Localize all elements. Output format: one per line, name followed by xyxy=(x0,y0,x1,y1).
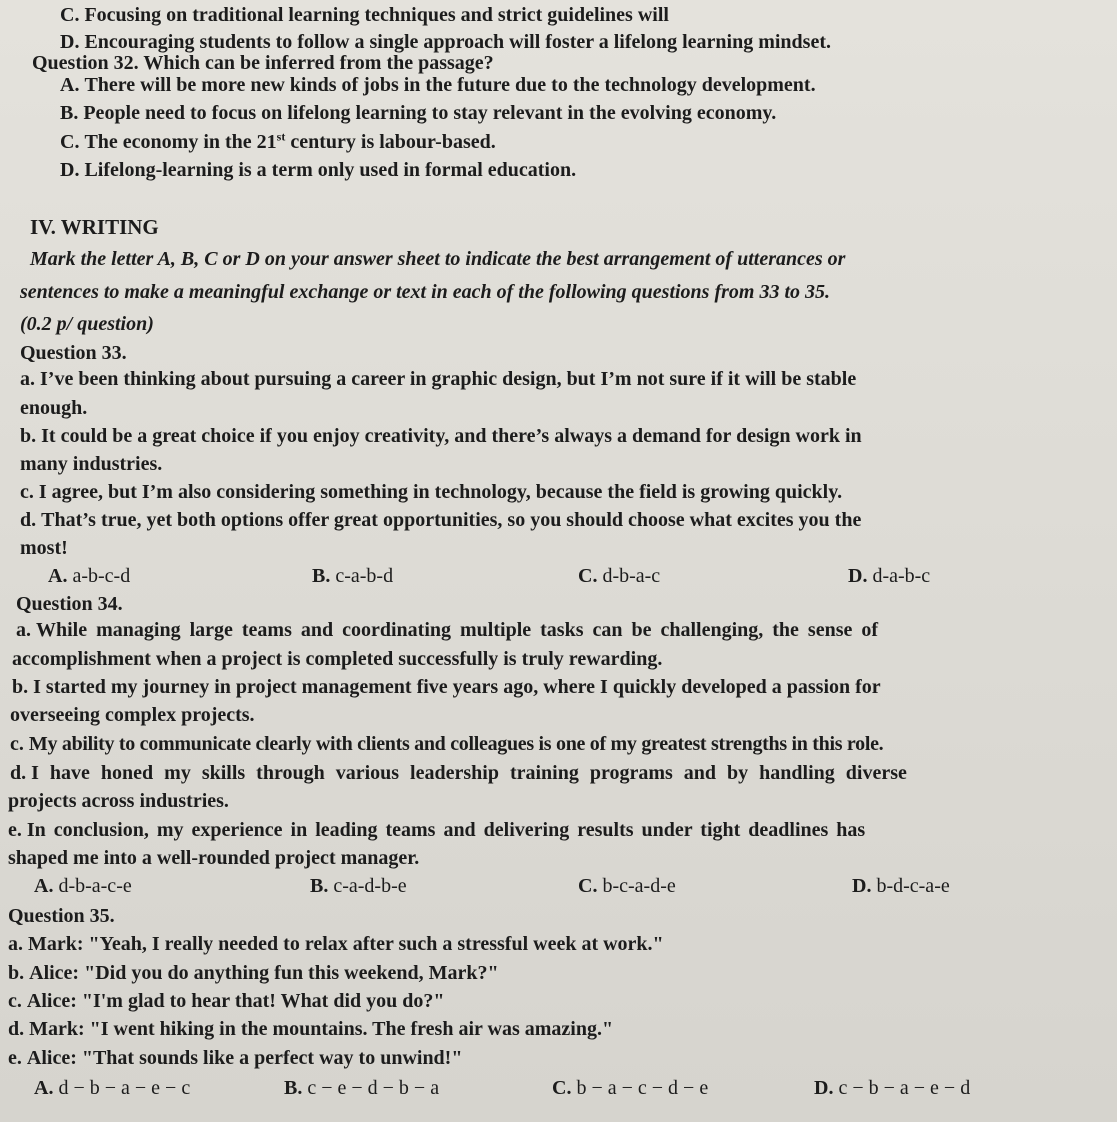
q31-option-c: C. Focusing on traditional learning techniques and strict guidelines will xyxy=(60,4,669,26)
q34-item-a-cont: accomplishment when a project is completed successfully is truly rewarding. xyxy=(12,648,663,670)
q34-title: Question 34. xyxy=(16,593,123,615)
q34-answer-d[interactable]: D. b-d-c-a-e xyxy=(852,875,950,897)
q35-item-d: d. Mark: "I went hiking in the mountains. The fresh air was amazing." xyxy=(8,1018,614,1040)
q34-item-a: a. While managing large teams and coordinating multiple tasks can be challenging, the sense of xyxy=(16,619,879,641)
q34-answer-c[interactable]: C. b-c-a-d-e xyxy=(578,875,676,897)
q33-answer-d[interactable]: D. d-a-b-c xyxy=(848,565,931,587)
q33-answer-a[interactable]: A. a-b-c-d xyxy=(48,565,131,587)
q34-item-c: c. My ability to communicate clearly with clients and colleagues is one of my greatest strengths in this role. xyxy=(10,733,884,755)
q35-answer-d[interactable]: D. c − b − a − e − d xyxy=(814,1077,971,1099)
q35-answer-c[interactable]: C. b − a − c − d − e xyxy=(552,1077,709,1099)
q35-item-a: a. Mark: "Yeah, I really needed to relax after such a stressful week at work." xyxy=(8,933,664,955)
q31-option-d: D. Encouraging students to follow a single approach will foster a lifelong learning mindset. xyxy=(60,31,831,53)
q33-title: Question 33. xyxy=(20,342,127,364)
q34-item-e-cont: shaped me into a well-rounded project manager. xyxy=(8,847,420,869)
instruction-line-2: sentences to make a meaningful exchange or text in each of the following questions from 33 to 35. xyxy=(20,281,831,303)
q34-item-b: b. I started my journey in project management five years ago, where I quickly developed a passion for xyxy=(12,676,881,698)
section-heading: IV. WRITING xyxy=(30,215,159,239)
q34-item-e: e. In conclusion, my experience in leading teams and delivering results under tight deadlines has xyxy=(8,819,866,841)
q35-title: Question 35. xyxy=(8,905,115,927)
q34-item-d-cont: projects across industries. xyxy=(8,790,229,812)
q33-item-a-cont: enough. xyxy=(20,397,88,419)
q35-answer-b[interactable]: B. c − e − d − b − a xyxy=(284,1077,440,1099)
q35-answer-a[interactable]: A. d − b − a − e − c xyxy=(34,1077,191,1099)
q34-answer-b[interactable]: B. c-a-d-b-e xyxy=(310,875,407,897)
points-note: (0.2 p/ question) xyxy=(20,313,154,335)
q33-item-a: a. I’ve been thinking about pursuing a career in graphic design, but I’m not sure if it will be stable xyxy=(20,368,857,390)
q35-item-e: e. Alice: "That sounds like a perfect way to unwind!" xyxy=(8,1047,463,1069)
q33-item-b-cont: many industries. xyxy=(20,453,163,475)
q33-answer-c[interactable]: C. d-b-a-c xyxy=(578,565,661,587)
instruction-line-1: Mark the letter A, B, C or D on your answer sheet to indicate the best arrangement of utterances or xyxy=(30,248,846,270)
q32-option-b: B. People need to focus on lifelong learning to stay relevant in the evolving economy. xyxy=(60,102,777,124)
q33-item-b: b. It could be a great choice if you enjoy creativity, and there’s always a demand for design work in xyxy=(20,425,862,447)
q33-answer-b[interactable]: B. c-a-b-d xyxy=(312,565,394,587)
q35-item-c: c. Alice: "I'm glad to hear that! What did you do?" xyxy=(8,990,445,1012)
q33-item-d: d. That’s true, yet both options offer great opportunities, so you should choose what excites you the xyxy=(20,509,862,531)
q32-title: Question 32. Which can be inferred from the passage? xyxy=(32,52,494,74)
q34-item-d: d. I have honed my skills through various leadership training programs and by handling diverse xyxy=(10,762,907,784)
q32-option-d: D. Lifelong-learning is a term only used in formal education. xyxy=(60,159,577,181)
q33-item-d-cont: most! xyxy=(20,537,68,559)
q34-answer-a[interactable]: A. d-b-a-c-e xyxy=(34,875,132,897)
q34-item-b-cont: overseeing complex projects. xyxy=(10,704,255,726)
q32-option-c: C. The economy in the 21st century is labour-based. xyxy=(60,129,496,153)
q32-option-a: A. There will be more new kinds of jobs in the future due to the technology development. xyxy=(60,74,816,96)
q33-item-c: c. I agree, but I’m also considering something in technology, because the field is growing quickly. xyxy=(20,481,843,503)
q35-item-b: b. Alice: "Did you do anything fun this weekend, Mark?" xyxy=(8,962,499,984)
